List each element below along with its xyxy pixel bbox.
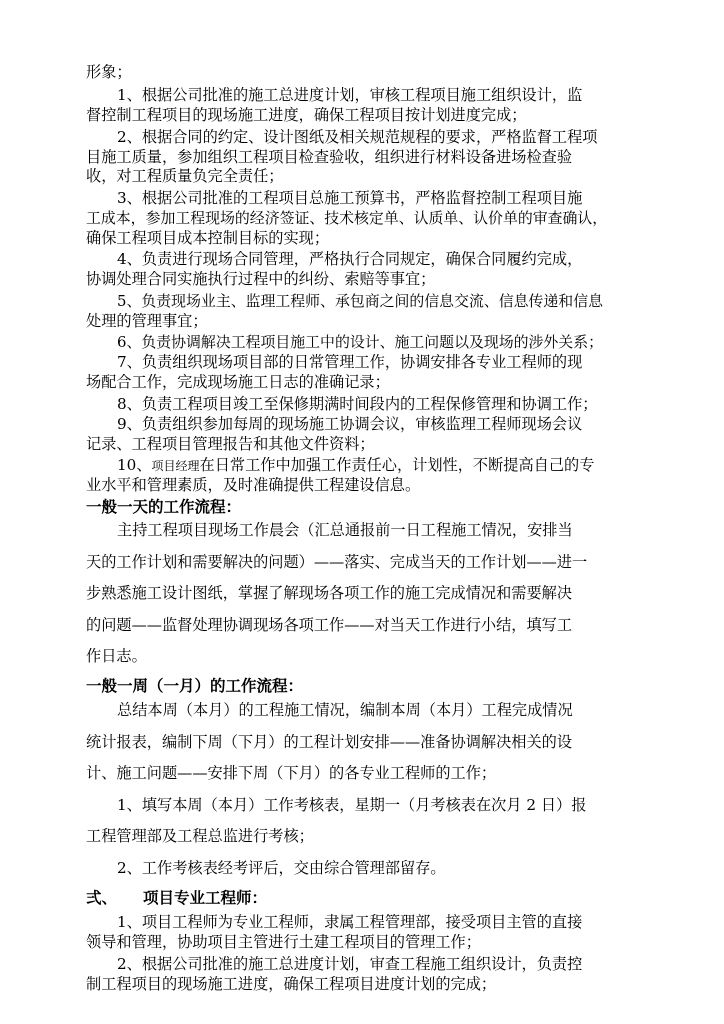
list-item-6: 6、负责协调解决工程项目施工中的设计、施工问题以及现场的涉外关系； <box>117 333 603 351</box>
section2-heading <box>86 888 267 908</box>
text-line: 场配合工作，完成现场施工日志的准确记录； <box>86 373 390 391</box>
section2-line: 1、项目工程师为专业工程师，隶属工程管理部，接受项目主管的直接 <box>117 913 583 931</box>
section2-line: 2、根据公司批准的施工总进度计划，审查工程施工组织设计，负责控 <box>117 955 583 973</box>
list-item-1: 1、根据公司批准的施工总进度计划，审核工程项目施工组织设计，监 <box>117 86 583 104</box>
list-item-7: 7、负责组织现场项目部的日常管理工作，协调安排各专业工程师的现 <box>117 353 583 371</box>
text-line: 确保工程项目成本控制目标的实现； <box>86 229 329 247</box>
weekly-line: 统计报表，编制下周（下月）的工程计划安排——准备协调解决相关的设 <box>86 733 572 751</box>
daily-heading: 一般一天的工作流程： <box>86 498 242 516</box>
item10-prefix: 10、 <box>117 456 152 474</box>
text-line: 目施工质量，参加组织工程项目检查验收，组织进行材料设备进场检查验 <box>86 148 572 166</box>
text-line: 协调处理合同实施执行过程中的纠纷、索赔等事宜； <box>86 270 436 288</box>
weekly-line: 1、填写本周（本月）工作考核表，星期一（月考核表在次月 2 日）报 <box>117 796 587 814</box>
list-item-5: 5、负责现场业主、监理工程师、承包商之间的信息交流、信息传递和信息 <box>117 292 603 310</box>
weekly-line: 计、施工问题——安排下周（下月）的各专业工程师的工作； <box>86 764 497 782</box>
daily-line: 步熟悉施工设计图纸，掌握了解现场各项工作的施工完成情况和需要解决 <box>86 584 572 602</box>
text-line: 工成本，参加工程现场的经济签证、技术核定单、认质单、认价单的审查确认， <box>86 209 608 227</box>
text-line: 记录、工程项目管理报告和其他文件资料； <box>86 435 375 453</box>
weekly-line: 工程管理部及工程总监进行考核； <box>86 827 314 845</box>
section2-number: 弍、 <box>86 889 118 907</box>
list-item-8: 8、负责工程项目竣工至保修期满时间段内的工程保修管理和协调工作； <box>117 395 598 413</box>
list-item-10 <box>117 456 594 475</box>
weekly-heading: 一般一周（一月）的工作流程： <box>86 677 304 695</box>
text-line: 督控制工程项目的现场施工进度，确保工程项目按计划进度完成； <box>86 106 527 124</box>
weekly-line: 总结本周（本月）的工程施工情况，编制本周（本月）工程完成情况 <box>117 701 573 719</box>
section2-line: 制工程项目的现场施工进度，确保工程项目进度计划的完成； <box>86 975 497 993</box>
list-item-2: 2、根据合同的约定、设计图纸及相关规范规程的要求，严格监督工程项 <box>117 128 598 146</box>
text-line: 处理的管理事宜； <box>86 312 208 330</box>
section2-line: 领导和管理，协助项目主管进行土建工程项目的管理工作； <box>86 933 481 951</box>
daily-line: 作日志。 <box>86 647 147 665</box>
list-item-3: 3、根据公司批准的工程项目总施工预算书，严格监督控制工程项目施 <box>117 189 583 207</box>
daily-line: 主持工程项目现场工作晨会（汇总通报前一日工程施工情况，安排当 <box>117 521 573 539</box>
daily-line: 的问题——监督处理协调现场各项工作——对当天工作进行小结，填写工 <box>86 616 572 634</box>
list-item-9: 9、负责组织参加每周的现场施工协调会议，审核监理工程师现场会议 <box>117 415 583 433</box>
text-line: 业水平和管理素质，及时准确提供工程建设信息。 <box>86 476 421 494</box>
item10-small-text: 项目经理 <box>151 459 200 473</box>
section2-title: 项目专业工程师： <box>143 889 268 907</box>
item10-rest: 在日常工作中加强工作责任心，计划性，不断提高自己的专 <box>199 456 595 474</box>
text-line: 形象； <box>86 63 132 81</box>
weekly-line: 2、工作考核表经考评后，交由综合管理部留存。 <box>117 859 446 877</box>
daily-line: 天的工作计划和需要解决的问题）——落实、完成当天的工作计划——进一 <box>86 553 588 571</box>
text-line: 收，对工程质量负完全责任； <box>86 167 284 185</box>
list-item-4: 4、负责进行现场合同管理，严格执行合同规定，确保合同履约完成， <box>117 250 583 268</box>
